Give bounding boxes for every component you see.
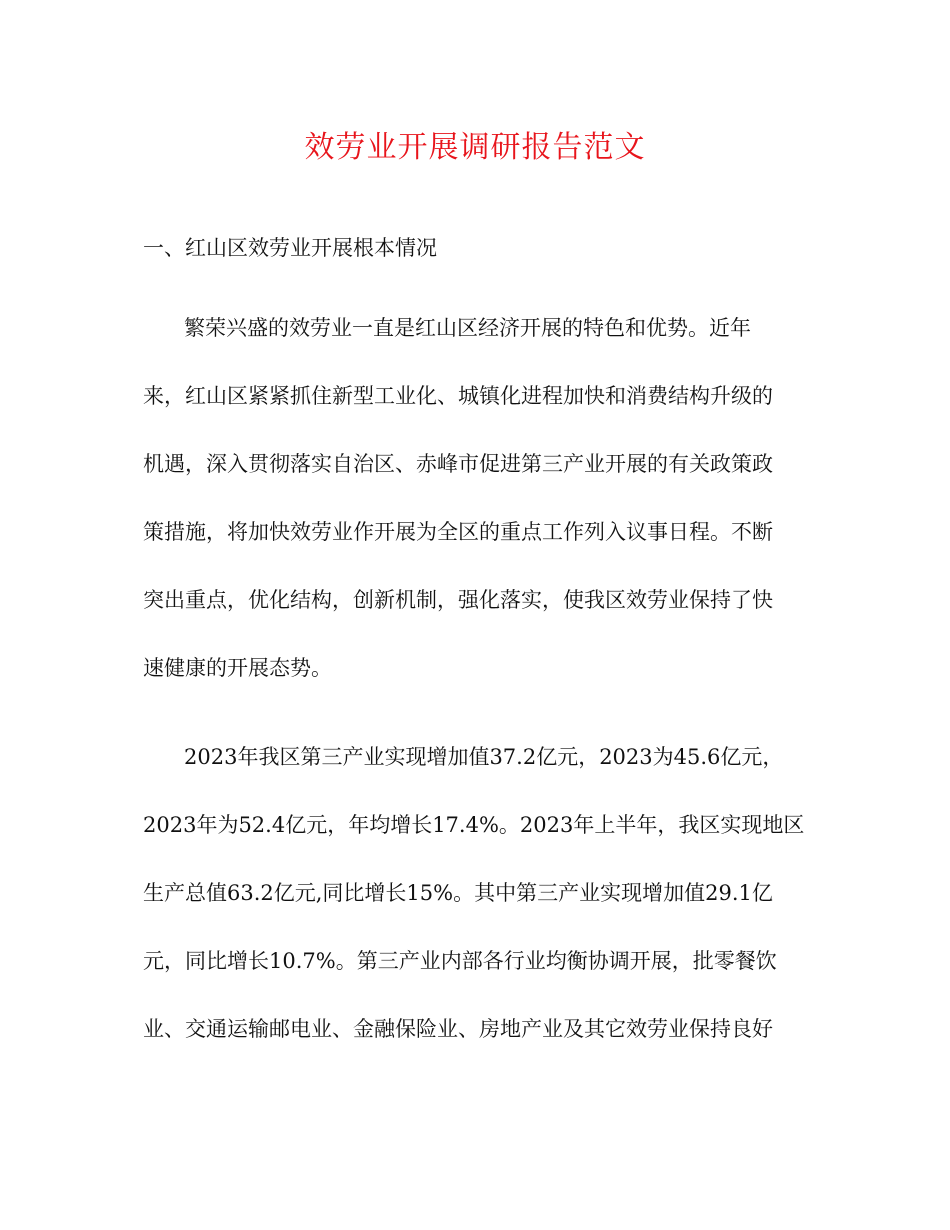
- paragraph-2-line-2: 2023年为52.4亿元，年均增长17.4%。2023年上半年，我区实现地区: [143, 813, 805, 837]
- paragraph-2-line-5: 业、交通运输邮电业、金融保险业、房地产业及其它效劳业保持良好: [143, 1017, 773, 1041]
- paragraph-2-line-3: 生产总值63.2亿元,同比增长15%。其中第三产业实现增加值29.1亿: [143, 881, 773, 905]
- paragraph-1-line-3: 机遇，深入贯彻落实自治区、赤峰市促进第三产业开展的有关政策政: [143, 452, 773, 476]
- paragraph-2-line-4: 元，同比增长10.7%。第三产业内部各行业均衡协调开展，批零餐饮: [143, 949, 777, 973]
- paragraph-1-line-2: 来，红山区紧紧抓住新型工业化、城镇化进程加快和消费结构升级的: [143, 384, 773, 408]
- paragraph-1-line-4: 策措施，将加快效劳业作开展为全区的重点工作列入议事日程。不断: [143, 520, 773, 544]
- paragraph-1-line-5: 突出重点，优化结构，创新机制，强化落实，使我区效劳业保持了快: [143, 588, 773, 612]
- paragraph-1-line-1: 繁荣兴盛的效劳业一直是红山区经济开展的特色和优势。近年: [184, 316, 751, 340]
- paragraph-1-line-6: 速健康的开展态势。: [143, 656, 332, 680]
- page-title: 效劳业开展调研报告范文: [304, 130, 646, 165]
- section-heading: 一、红山区效劳业开展根本情况: [143, 236, 437, 260]
- paragraph-2-line-1: 2023年我区第三产业实现增加值37.2亿元，2023为45.6亿元，: [184, 745, 784, 769]
